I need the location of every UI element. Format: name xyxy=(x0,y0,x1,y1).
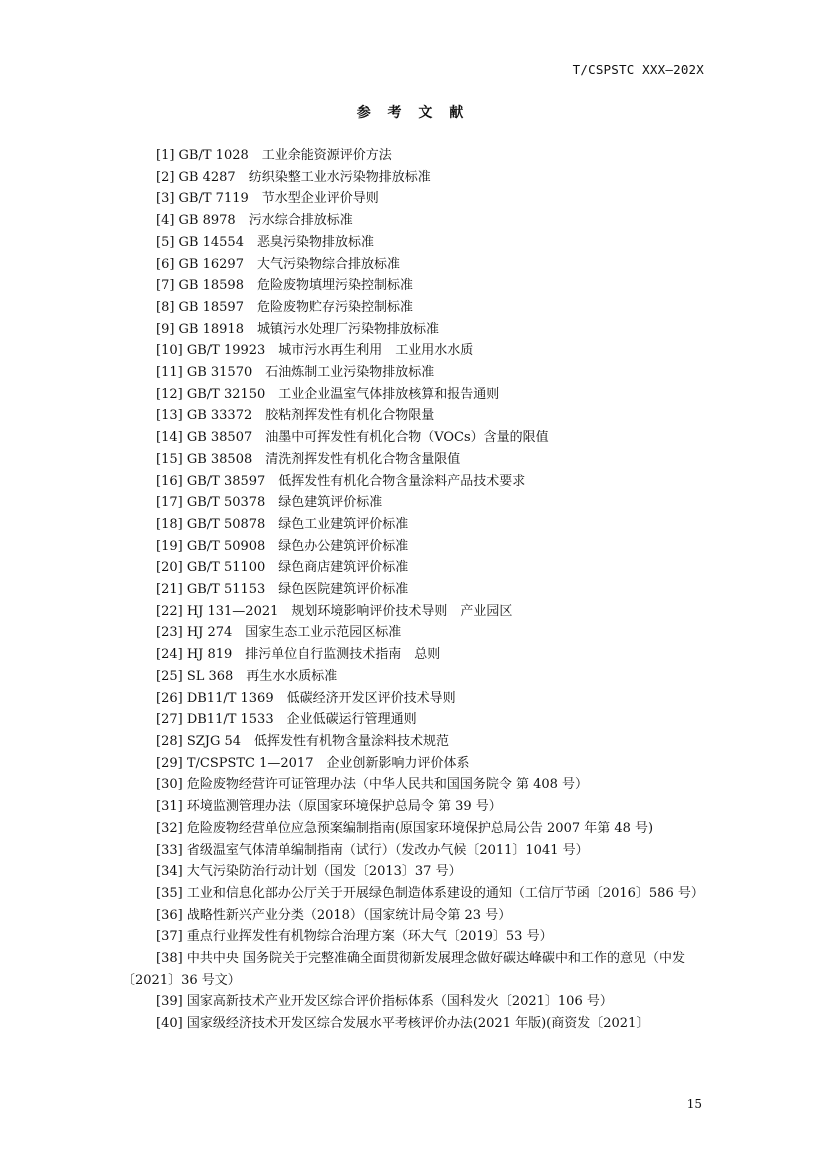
reference-item: [2] GB 4287 纺织染整工业水污染物排放标准 xyxy=(156,169,431,185)
reference-item: [37] 重点行业挥发性有机物综合治理方案（环大气〔2019〕53 号） xyxy=(156,929,553,945)
reference-item: [17] GB/T 50378 绿色建筑评价标准 xyxy=(156,495,383,511)
reference-item: [23] HJ 274 国家生态工业示范园区标准 xyxy=(156,625,402,641)
reference-item: [27] DB11/T 1533 企业低碳运行管理通则 xyxy=(156,712,417,728)
page-title: 参 考 文 献 xyxy=(356,105,470,121)
reference-item: [22] HJ 131—2021 规划环境影响评价技术导则 产业园区 xyxy=(156,603,513,619)
reference-item: [1] GB/T 1028 工业余能资源评价方法 xyxy=(156,148,392,163)
reference-item: [16] GB/T 38597 低挥发性有机化合物含量涂料产品技术要求 xyxy=(156,473,526,489)
reference-item: [19] GB/T 50908 绿色办公建筑评价标准 xyxy=(156,538,409,554)
reference-item: [39] 国家高新技术产业开发区综合评价指标体系（国科发火〔2021〕106 号） xyxy=(156,994,613,1010)
reference-item: [34] 大气污染防治行动计划（国发〔2013〕37 号） xyxy=(156,864,462,880)
reference-item: [5] GB 14554 恶臭污染物排放标准 xyxy=(156,234,374,250)
reference-item: [9] GB 18918 城镇污水处理厂污染物排放标准 xyxy=(156,321,439,337)
reference-item: [32] 危险废物经营单位应急预案编制指南(原国家环境保护总局公告 2007 年第 48 号) xyxy=(156,820,654,836)
reference-item: [7] GB 18598 危险废物填埋污染控制标准 xyxy=(156,278,413,294)
reference-item: [24] HJ 819 排污单位自行监测技术指南 总则 xyxy=(156,647,441,663)
reference-item: [28] SZJG 54 低挥发性有机物含量涂料技术规范 xyxy=(156,733,450,749)
reference-item: [25] SL 368 再生水水质标准 xyxy=(156,668,338,684)
reference-item: [20] GB/T 51100 绿色商店建筑评价标准 xyxy=(156,560,409,576)
reference-item: [21] GB/T 51153 绿色医院建筑评价标准 xyxy=(156,582,409,598)
document-code: T/CSPSTC XXX—202X xyxy=(572,62,704,77)
reference-item: [29] T/CSPSTC 1—2017 企业创新影响力评价体系 xyxy=(156,755,470,771)
reference-item: [30] 危险废物经营许可证管理办法（中华人民共和国国务院令 第 408 号） xyxy=(156,777,589,793)
reference-item: [13] GB 33372 胶粘剂挥发性有机化合物限量 xyxy=(156,408,435,424)
reference-item: [14] GB 38507 油墨中可挥发性有机化合物（VOCs）含量的限值 xyxy=(156,430,549,446)
reference-item: [11] GB 31570 石油炼制工业污染物排放标准 xyxy=(156,365,435,381)
page-number: 15 xyxy=(686,1097,702,1111)
reference-item: [40] 国家级经济技术开发区综合发展水平考核评价办法(2021 年版)(商资发〔2021〕 xyxy=(156,1016,650,1032)
reference-item: [31] 环境监测管理办法（原国家环境保护总局令 第 39 号） xyxy=(156,799,502,815)
reference-item: [35] 工业和信息化部办公厅关于开展绿色制造体系建设的通知（工信厅节函〔2016〕586 号） xyxy=(156,885,704,901)
reference-item: [15] GB 38508 清洗剂挥发性有机化合物含量限值 xyxy=(156,451,461,467)
reference-item: [38] 中共中央 国务院关于完整准确全面贯彻新发展理念做好碳达峰碳中和工作的意见（中发〔2021〕36 号文） xyxy=(122,951,685,988)
reference-list xyxy=(122,145,706,1035)
reference-item: [26] DB11/T 1369 低碳经济开发区评价技术导则 xyxy=(156,690,456,706)
reference-item: [18] GB/T 50878 绿色工业建筑评价标准 xyxy=(156,516,409,532)
reference-item: [33] 省级温室气体清单编制指南（试行）（发改办气候〔2011〕1041 号） xyxy=(156,842,589,858)
reference-item: [10] GB/T 19923 城市污水再生利用 工业用水水质 xyxy=(156,343,474,359)
reference-item: [4] GB 8978 污水综合排放标准 xyxy=(156,213,353,229)
reference-item: [12] GB/T 32150 工业企业温室气体排放核算和报告通则 xyxy=(156,386,500,402)
reference-item: [3] GB/T 7119 节水型企业评价导则 xyxy=(156,191,379,207)
reference-item: [36] 战略性新兴产业分类（2018）（国家统计局令第 23 号） xyxy=(156,907,512,923)
reference-item: [8] GB 18597 危险废物贮存污染控制标准 xyxy=(156,299,413,315)
reference-item: [6] GB 16297 大气污染物综合排放标准 xyxy=(156,256,400,272)
